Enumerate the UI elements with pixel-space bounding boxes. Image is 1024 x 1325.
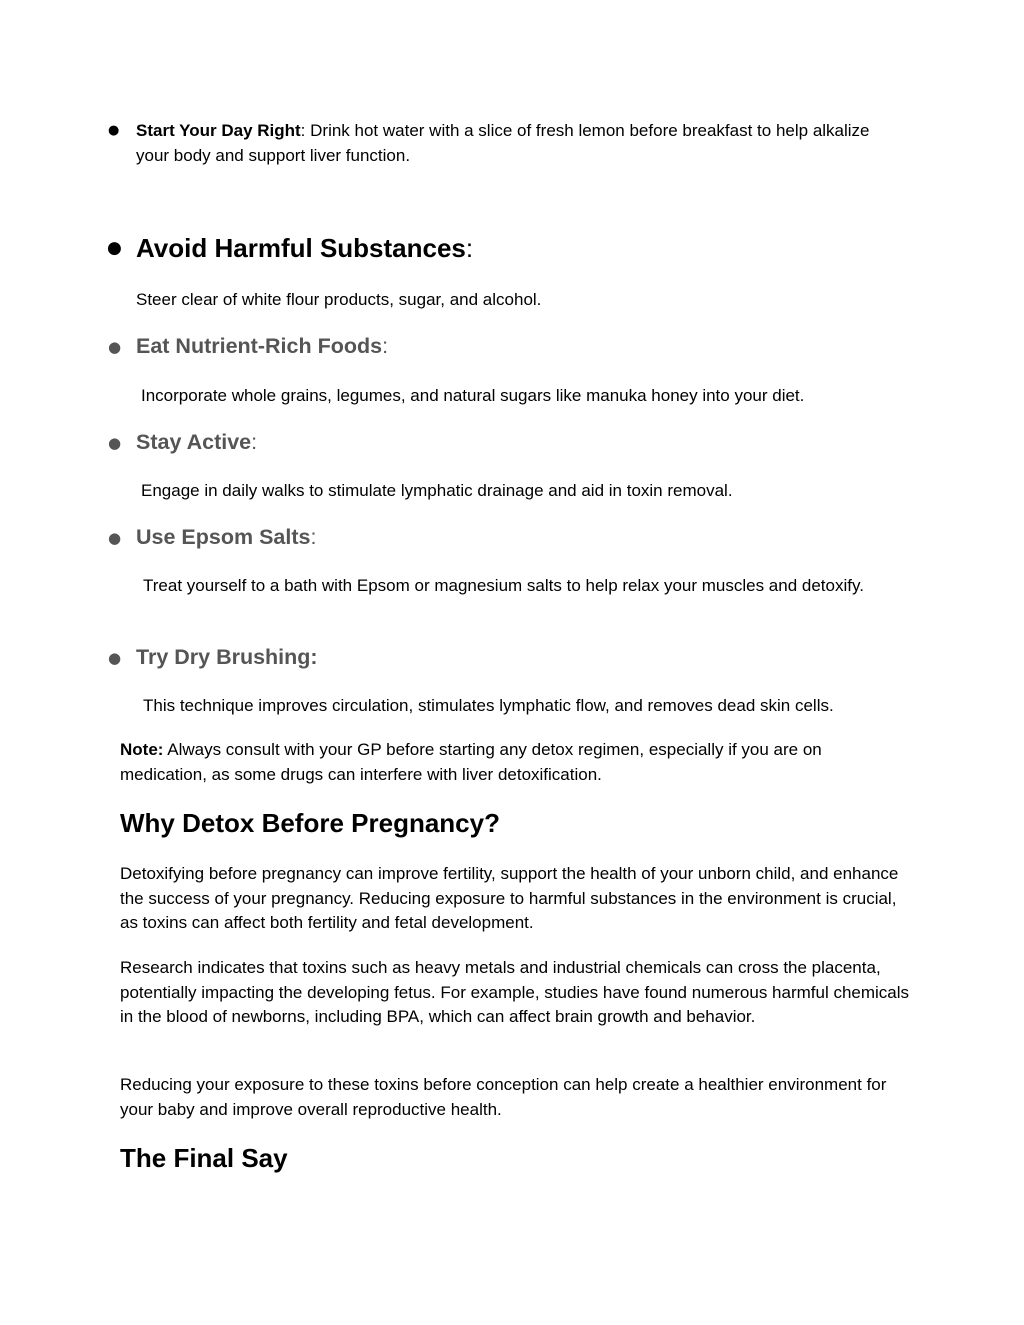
text-nutrient: Incorporate whole grains, legumes, and natural sugars like manuka honey into your diet.	[141, 386, 805, 405]
bullet-icon: ●	[108, 123, 120, 138]
text-avoid: Steer clear of white flour products, sugar, and alcohol.	[136, 290, 542, 309]
text-brushing: This technique improves circulation, stimulates lymphatic flow, and removes dead skin cells.	[143, 696, 834, 715]
paragraph-why-1: Detoxifying before pregnancy can improve fertility, support the health of your unborn child, and enhance the success of your pregnancy. Reducing exposure to harmful substances in the environment is crucial, as toxins can affect both fertility and fetal development.	[120, 864, 899, 932]
text-epsom: Treat yourself to a bath with Epsom or magnesium salts to help relax your muscles and detoxify.	[143, 576, 864, 595]
heading-title: Avoid Harmful Substances	[136, 233, 466, 263]
item-colon: :	[300, 121, 306, 140]
heading-stay-active	[136, 430, 257, 455]
bullet-icon: ●	[108, 434, 122, 452]
item-text: Drink hot water with a slice of fresh lemon before breakfast to help alkalize your body and support liver function.	[136, 121, 870, 165]
heading-colon: :	[465, 233, 474, 263]
heading-title: Use Epsom Salts	[136, 525, 311, 549]
text-active: Engage in daily walks to stimulate lymphatic drainage and aid in toxin removal.	[141, 481, 733, 500]
bullet-icon: ●	[108, 529, 122, 547]
note-paragraph	[120, 738, 910, 787]
paragraph-why-2: Research indicates that toxins such as heavy metals and industrial chemicals can cross the placenta, potentially impacting the developing fetus. For example, studies have found numerous harmful chemicals in the blood of newborns, including BPA, which can affect brain growth and behavior.	[120, 958, 910, 1026]
heading-avoid-harmful-substances	[136, 233, 473, 264]
heading-colon: :	[382, 334, 389, 358]
section-heading-final-say: The Final Say	[120, 1143, 288, 1173]
heading-title: Stay Active	[136, 430, 252, 454]
heading-colon: :	[251, 430, 258, 454]
paragraph-why-3: Reducing your exposure to these toxins before conception can help create a healthier environment for your baby and improve overall reproductive health.	[120, 1075, 887, 1119]
bullet-icon: ●	[108, 649, 122, 667]
heading-try-dry-brushing: Try Dry Brushing:	[136, 645, 318, 669]
bullet-icon: ●	[108, 338, 122, 356]
list-item-start-your-day	[136, 119, 896, 168]
heading-eat-nutrient-rich-foods	[136, 334, 388, 359]
heading-title: Eat Nutrient-Rich Foods	[136, 334, 383, 358]
heading-use-epsom-salts	[136, 525, 316, 550]
heading-colon: :	[310, 525, 317, 549]
item-title: Start Your Day Right	[136, 121, 301, 140]
note-text: Always consult with your GP before starting any detox regimen, especially if you are on medication, as some drugs can interfere with liver detoxification.	[120, 740, 822, 784]
section-heading-why-detox: Why Detox Before Pregnancy?	[120, 808, 500, 838]
note-label: Note:	[120, 740, 164, 759]
bullet-icon: ●	[107, 238, 122, 258]
